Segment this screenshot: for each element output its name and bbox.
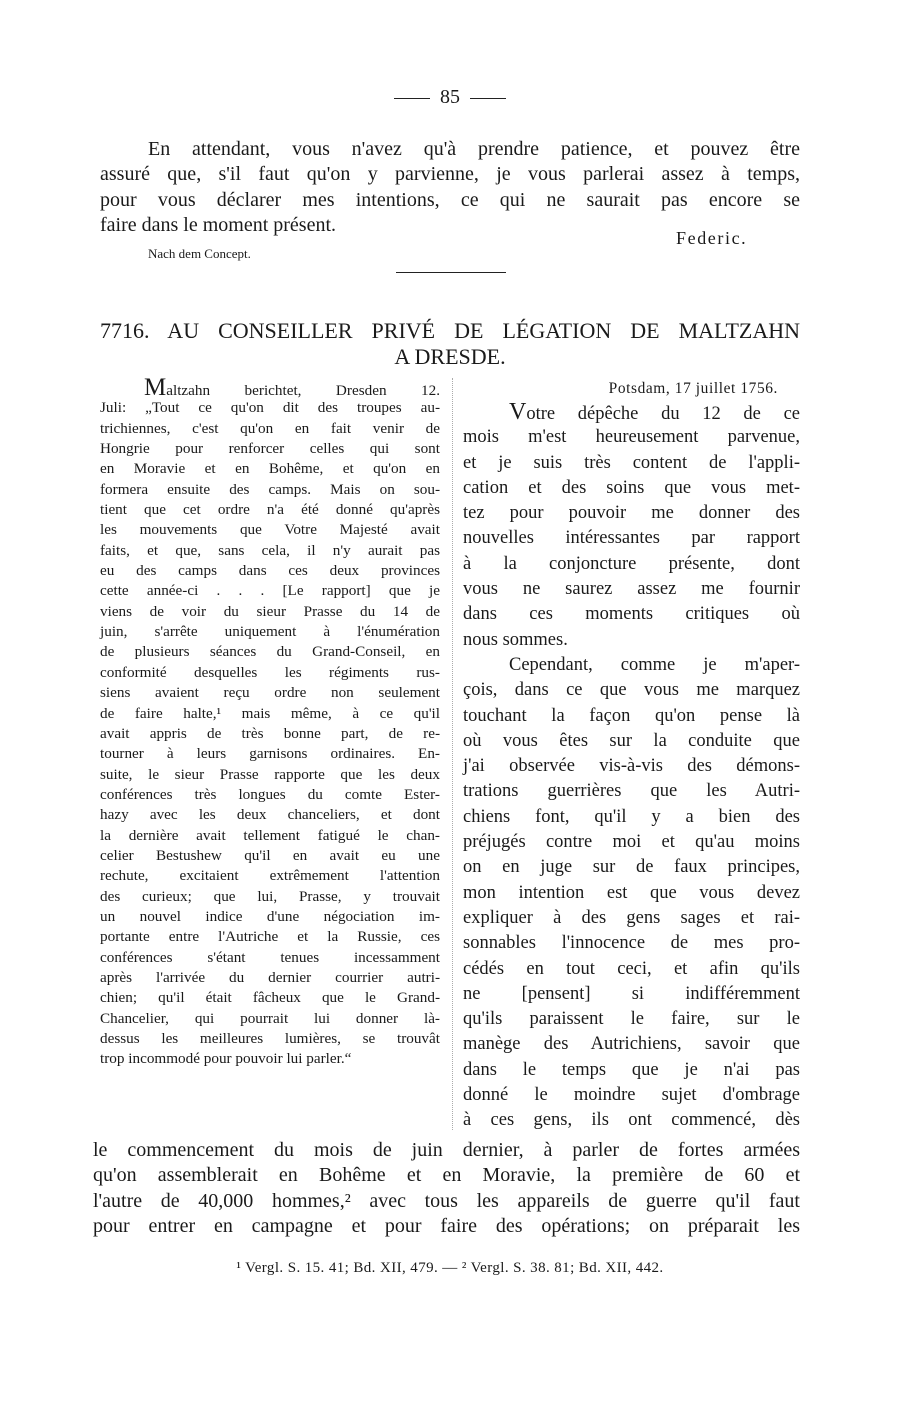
- letter-paragraph-2-first-line: Cependant, comme je m'aper-: [509, 654, 800, 675]
- summary-line: celier Bestushew qu'il en avait eu une: [100, 846, 440, 864]
- footnotes: ¹ Vergl. S. 15. 41; Bd. XII, 479. — ² Vergl. S. 38. 81; Bd. XII, 442.: [236, 1260, 664, 1276]
- letter-line: préjugés contre moi et qu'au moins: [463, 832, 800, 853]
- summary-line: rechute, excitaient extrêmement l'attention: [100, 867, 440, 885]
- document-heading: [100, 318, 800, 370]
- letter-line: mon intention est que vous devez: [463, 882, 800, 903]
- page-number-dash-right: [470, 98, 506, 99]
- letter-line: à ces gens, ils ont commencé, dès: [463, 1110, 800, 1131]
- letter-line: où vous êtes sur la conduite que: [463, 730, 800, 751]
- summary-line: conférences très longues du comte Ester-: [100, 785, 440, 803]
- summary-line: en Moravie et en Bohême, et qu'on en: [100, 460, 440, 478]
- summary-line: après l'arrivée du dernier courrier autri-: [100, 968, 440, 986]
- letter-first-line: [463, 400, 800, 425]
- page-number-dash-left: [394, 98, 430, 99]
- letter-line: mois m'est heureusement parvenue,: [463, 427, 800, 448]
- summary-line: chien; qu'il était fâcheux que le Grand-: [100, 989, 440, 1007]
- summary-line: viens de voir du sieur Prasse du 14 de: [100, 602, 440, 620]
- letter-line: touchant la façon qu'on pense là: [463, 705, 800, 726]
- letter-line: le commencement du mois de juin dernier, à parler de fortes armées: [93, 1139, 800, 1161]
- summary-line: Chancelier, qui pourrait lui donner là-: [100, 1009, 440, 1027]
- letter-line: l'autre de 40,000 hommes,² avec tous les appareils de guerre qu'il faut: [93, 1189, 800, 1212]
- summary-line: tourner à leurs garnisons ordinaires. En-: [100, 745, 440, 763]
- letter-line: nouvelles intéressantes par rapport: [463, 528, 800, 549]
- text-line: faire dans le moment présent.: [100, 213, 337, 236]
- summary-line: conférences s'étant tenues incessamment: [100, 948, 440, 966]
- letter-line: donné le moindre sujet d'ombrage: [463, 1085, 800, 1106]
- page-number-text: 85: [440, 86, 460, 108]
- letter-line: et je suis très content de l'appli-: [463, 452, 800, 473]
- letter-line: expliquer à des gens sages et rai-: [463, 907, 800, 928]
- text-line: pour vous déclarer mes intentions, ce qui ne saurait pas encore se: [100, 188, 800, 211]
- letter-line: qu'ils paraissent le faire, sur le: [463, 1009, 800, 1030]
- summary-line: la dernière avait tellement fatigué le chan-: [100, 826, 440, 844]
- dateline: Potsdam, 17 juillet 1756.: [608, 380, 778, 397]
- letter-line: qu'on assemblerait en Bohême et en Moravie, la première de 60 et: [93, 1164, 800, 1187]
- summary-line: hazy avec les deux chanceliers, et dont: [100, 806, 440, 824]
- letter-line: vous ne saurez assez me fournir: [463, 579, 800, 600]
- summary-line: tient que cet ordre n'a été donné qu'après: [100, 501, 440, 519]
- letter-line: cation et des soins que vous met-: [463, 477, 800, 498]
- summary-line: juin, s'arrête uniquement à l'énumération: [100, 623, 440, 641]
- summary-line: avait appris de très bonne part, de re-: [100, 724, 440, 742]
- summary-line: de plusieurs séances du Grand-Conseil, en: [100, 643, 440, 661]
- summary-line: suite, le sieur Prasse rapporte que les deux: [100, 765, 440, 783]
- letter-line: çois, dans ce que vous me marquez: [463, 680, 800, 701]
- letter-line: manège des Autrichiens, savoir que: [463, 1034, 800, 1055]
- letter-line: pour entrer en campagne et pour faire des opérations; on préparait les: [93, 1214, 800, 1237]
- summary-line: formera ensuite des camps. Mais on sou-: [100, 480, 440, 498]
- text-line: assuré que, s'il faut qu'on y parvienne, je vous parlerai assez à temps,: [100, 163, 800, 186]
- signature: Federic.: [676, 228, 748, 248]
- letter-line: dans ces moments critiques où: [463, 604, 800, 625]
- summary-line: eu des camps dans ces deux provinces: [100, 562, 440, 580]
- letter-line: tez pour pouvoir me donner des: [463, 503, 800, 524]
- summary-line: de faire halte,¹ mais même, à ce qu'il: [100, 704, 440, 722]
- letter-first-rest: otre dépêche du 12 de ce: [526, 404, 800, 424]
- summary-initial: M: [144, 374, 167, 401]
- summary-line: faits, et que, sans cela, il n'y aurait pas: [100, 541, 440, 559]
- summary-first-rest: altzahn berichtet, Dresden 12.: [166, 382, 440, 399]
- column-divider: [452, 378, 453, 1130]
- page-number: [0, 86, 900, 109]
- summary-line: un nouvel indice d'une négociation im-: [100, 907, 440, 925]
- letter-continuation: [93, 1138, 800, 1239]
- letter-line: nous sommes.: [463, 629, 568, 650]
- letter-line: j'ai observée vis-à-vis des démons-: [463, 756, 800, 777]
- summary-line: les mouvements que Votre Majesté avait: [100, 521, 440, 539]
- letter-line: ne [pensent] si indifféremment: [463, 983, 800, 1004]
- heading-line-2: A DRESDE.: [394, 344, 506, 369]
- summary-line: Hongrie pour renforcer celles qui sont: [100, 440, 440, 458]
- letter-line: à la conjoncture présente, dont: [463, 553, 800, 574]
- heading-line-1: 7716. AU CONSEILLER PRIVÉ DE LÉGATION DE MALTZAHN: [100, 318, 800, 343]
- source-note: Nach dem Concept.: [148, 246, 251, 261]
- letter-column: [463, 378, 800, 1134]
- letter-line: cédés en tout ceci, et afin qu'ils: [463, 958, 800, 979]
- letter-line: on en juge sur de faux principes,: [463, 857, 800, 878]
- summary-line: trop incommodé pour pouvoir lui parler.“: [100, 1050, 352, 1068]
- section-separator: [396, 272, 506, 273]
- summary-line: Juli: „Tout ce qu'on dit des troupes au-: [100, 399, 440, 417]
- summary-line: dessus les meilleures lumières, se trouvât: [100, 1030, 440, 1047]
- summary-line: portante entre l'Autriche et la Russie, ces: [100, 928, 440, 946]
- text-line: En attendant, vous n'avez qu'à prendre patience, et pouvez être: [148, 138, 800, 160]
- summary-first-line: [100, 374, 440, 401]
- letter-line: chiens font, qu'il y a bien des: [463, 806, 800, 827]
- summary-line: siens avaient reçu ordre non seulement: [100, 684, 440, 702]
- report-summary: [100, 374, 440, 1070]
- letter-line: dans le temps que je n'ai pas: [463, 1059, 800, 1080]
- letter-initial: V: [509, 399, 527, 425]
- letter-line: sonnables l'innocence de mes pro-: [463, 933, 800, 954]
- summary-line: des curieux; que lui, Prasse, y trouvait: [100, 887, 440, 905]
- summary-line: cette année-ci . . . [Le rapport] que je: [100, 582, 440, 600]
- opening-paragraph: [100, 137, 800, 238]
- letter-line: trations guerrières que les Autri-: [463, 781, 800, 802]
- summary-line: trichiennes, c'est qu'on en fait venir de: [100, 419, 440, 437]
- summary-line: conformité desquelles les régiments rus-: [100, 663, 440, 681]
